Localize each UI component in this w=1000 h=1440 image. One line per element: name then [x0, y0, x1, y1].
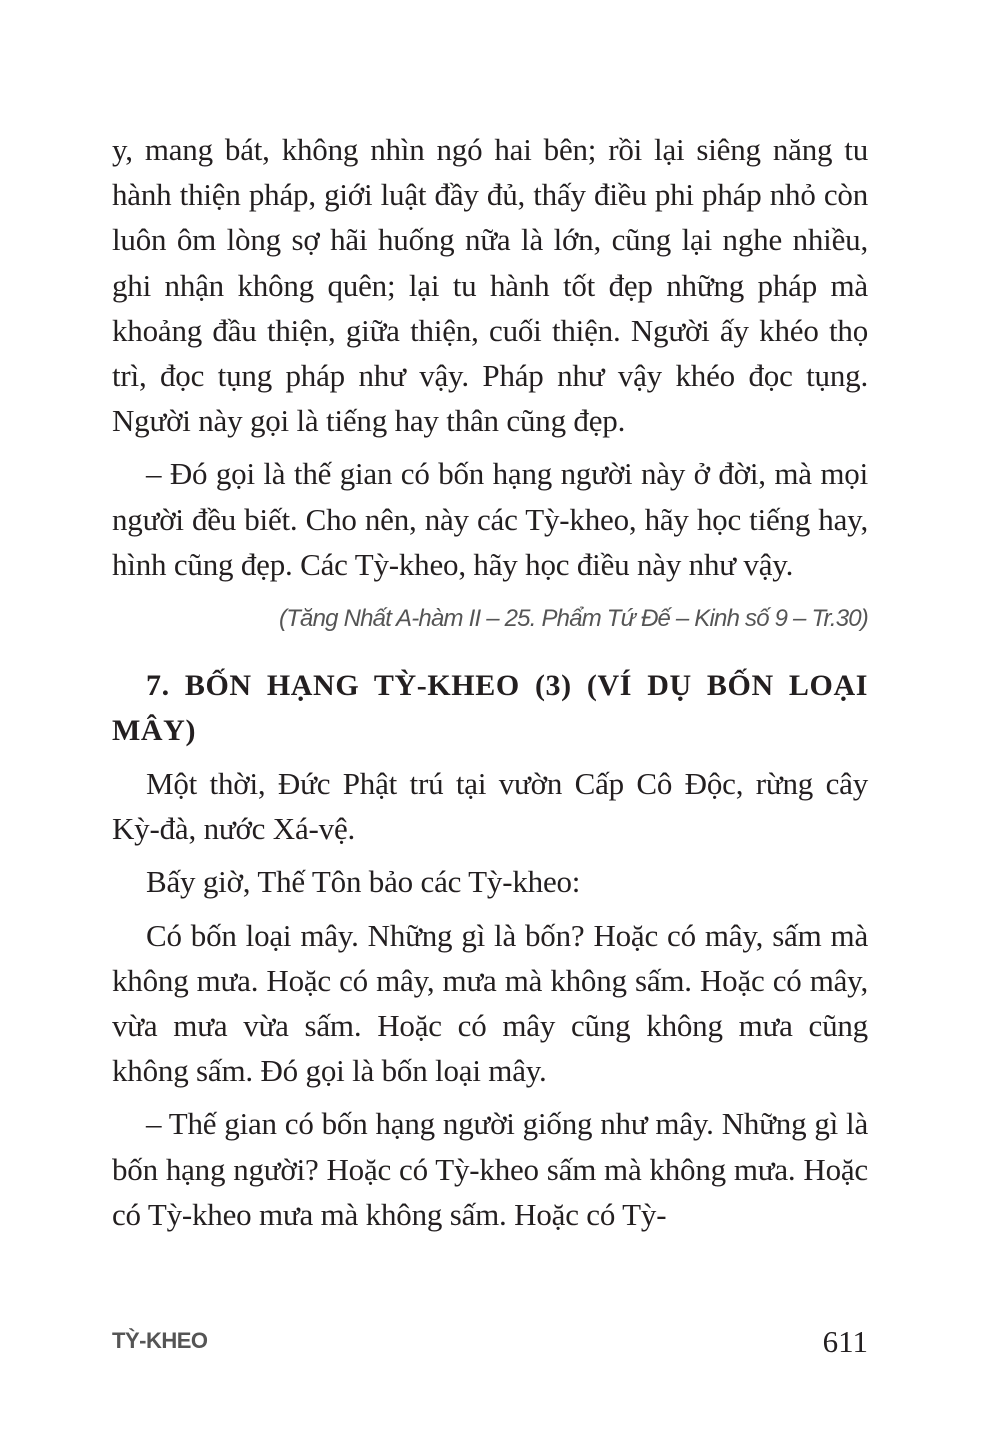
page-footer: [112, 1324, 868, 1368]
paragraph: y, mang bát, không nhìn ngó hai bên; rồi lại siêng năng tu hành thiện pháp, giới luật đầy đủ, thấy điều phi pháp nhỏ còn luôn ôm lòng sợ hãi huống nữa là lớn, cũng lại nghe nhiều, ghi nhận không quên; lại tu hành tốt đẹp những pháp mà khoảng đầu thiện, giữa thiện, cuối thiện. Người ấy khéo thọ trì, đọc tụng pháp như vậy. Pháp như vậy khéo đọc tụng. Người này gọi là tiếng hay thân cũng đẹp.: [112, 132, 868, 439]
citation: (Tăng Nhất A-hàm II – 25. Phẩm Tứ Đế – Kinh số 9 – Tr.30): [279, 605, 868, 633]
paragraph: – Thế gian có bốn hạng người giống như mây. Những gì là bốn hạng người? Hoặc có Tỳ-kheo sấm mà không mưa. Hoặc có Tỳ-kheo mưa mà không sấm. Hoặc có Tỳ-: [112, 1106, 868, 1232]
paragraph: – Đó gọi là thế gian có bốn hạng người này ở đời, mà mọi người đều biết. Cho nên, này các Tỳ-kheo, hãy học tiếng hay, hình cũng đẹp. Các Tỳ-kheo, hãy học điều này như vậy.: [112, 456, 868, 582]
page-body: [112, 127, 868, 1237]
section-heading: 7. BỐN HẠNG TỲ-KHEO (3) (VÍ DỤ BỐN LOẠI MÂY): [112, 669, 868, 748]
paragraph: Bấy giờ, Thế Tôn bảo các Tỳ-kheo:: [146, 864, 581, 900]
page-number: 611: [822, 1324, 868, 1359]
running-head: TỲ-KHEO: [112, 1328, 208, 1353]
paragraph: Một thời, Đức Phật trú tại vườn Cấp Cô Độc, rừng cây Kỳ-đà, nước Xá-vệ.: [112, 766, 868, 847]
paragraph: Có bốn loại mây. Những gì là bốn? Hoặc có mây, sấm mà không mưa. Hoặc có mây, mưa mà không sấm. Hoặc có mây, vừa mưa vừa sấm. Hoặc có mây cũng không mưa cũng không sấm. Đó gọi là bốn loại mây.: [112, 917, 868, 1089]
